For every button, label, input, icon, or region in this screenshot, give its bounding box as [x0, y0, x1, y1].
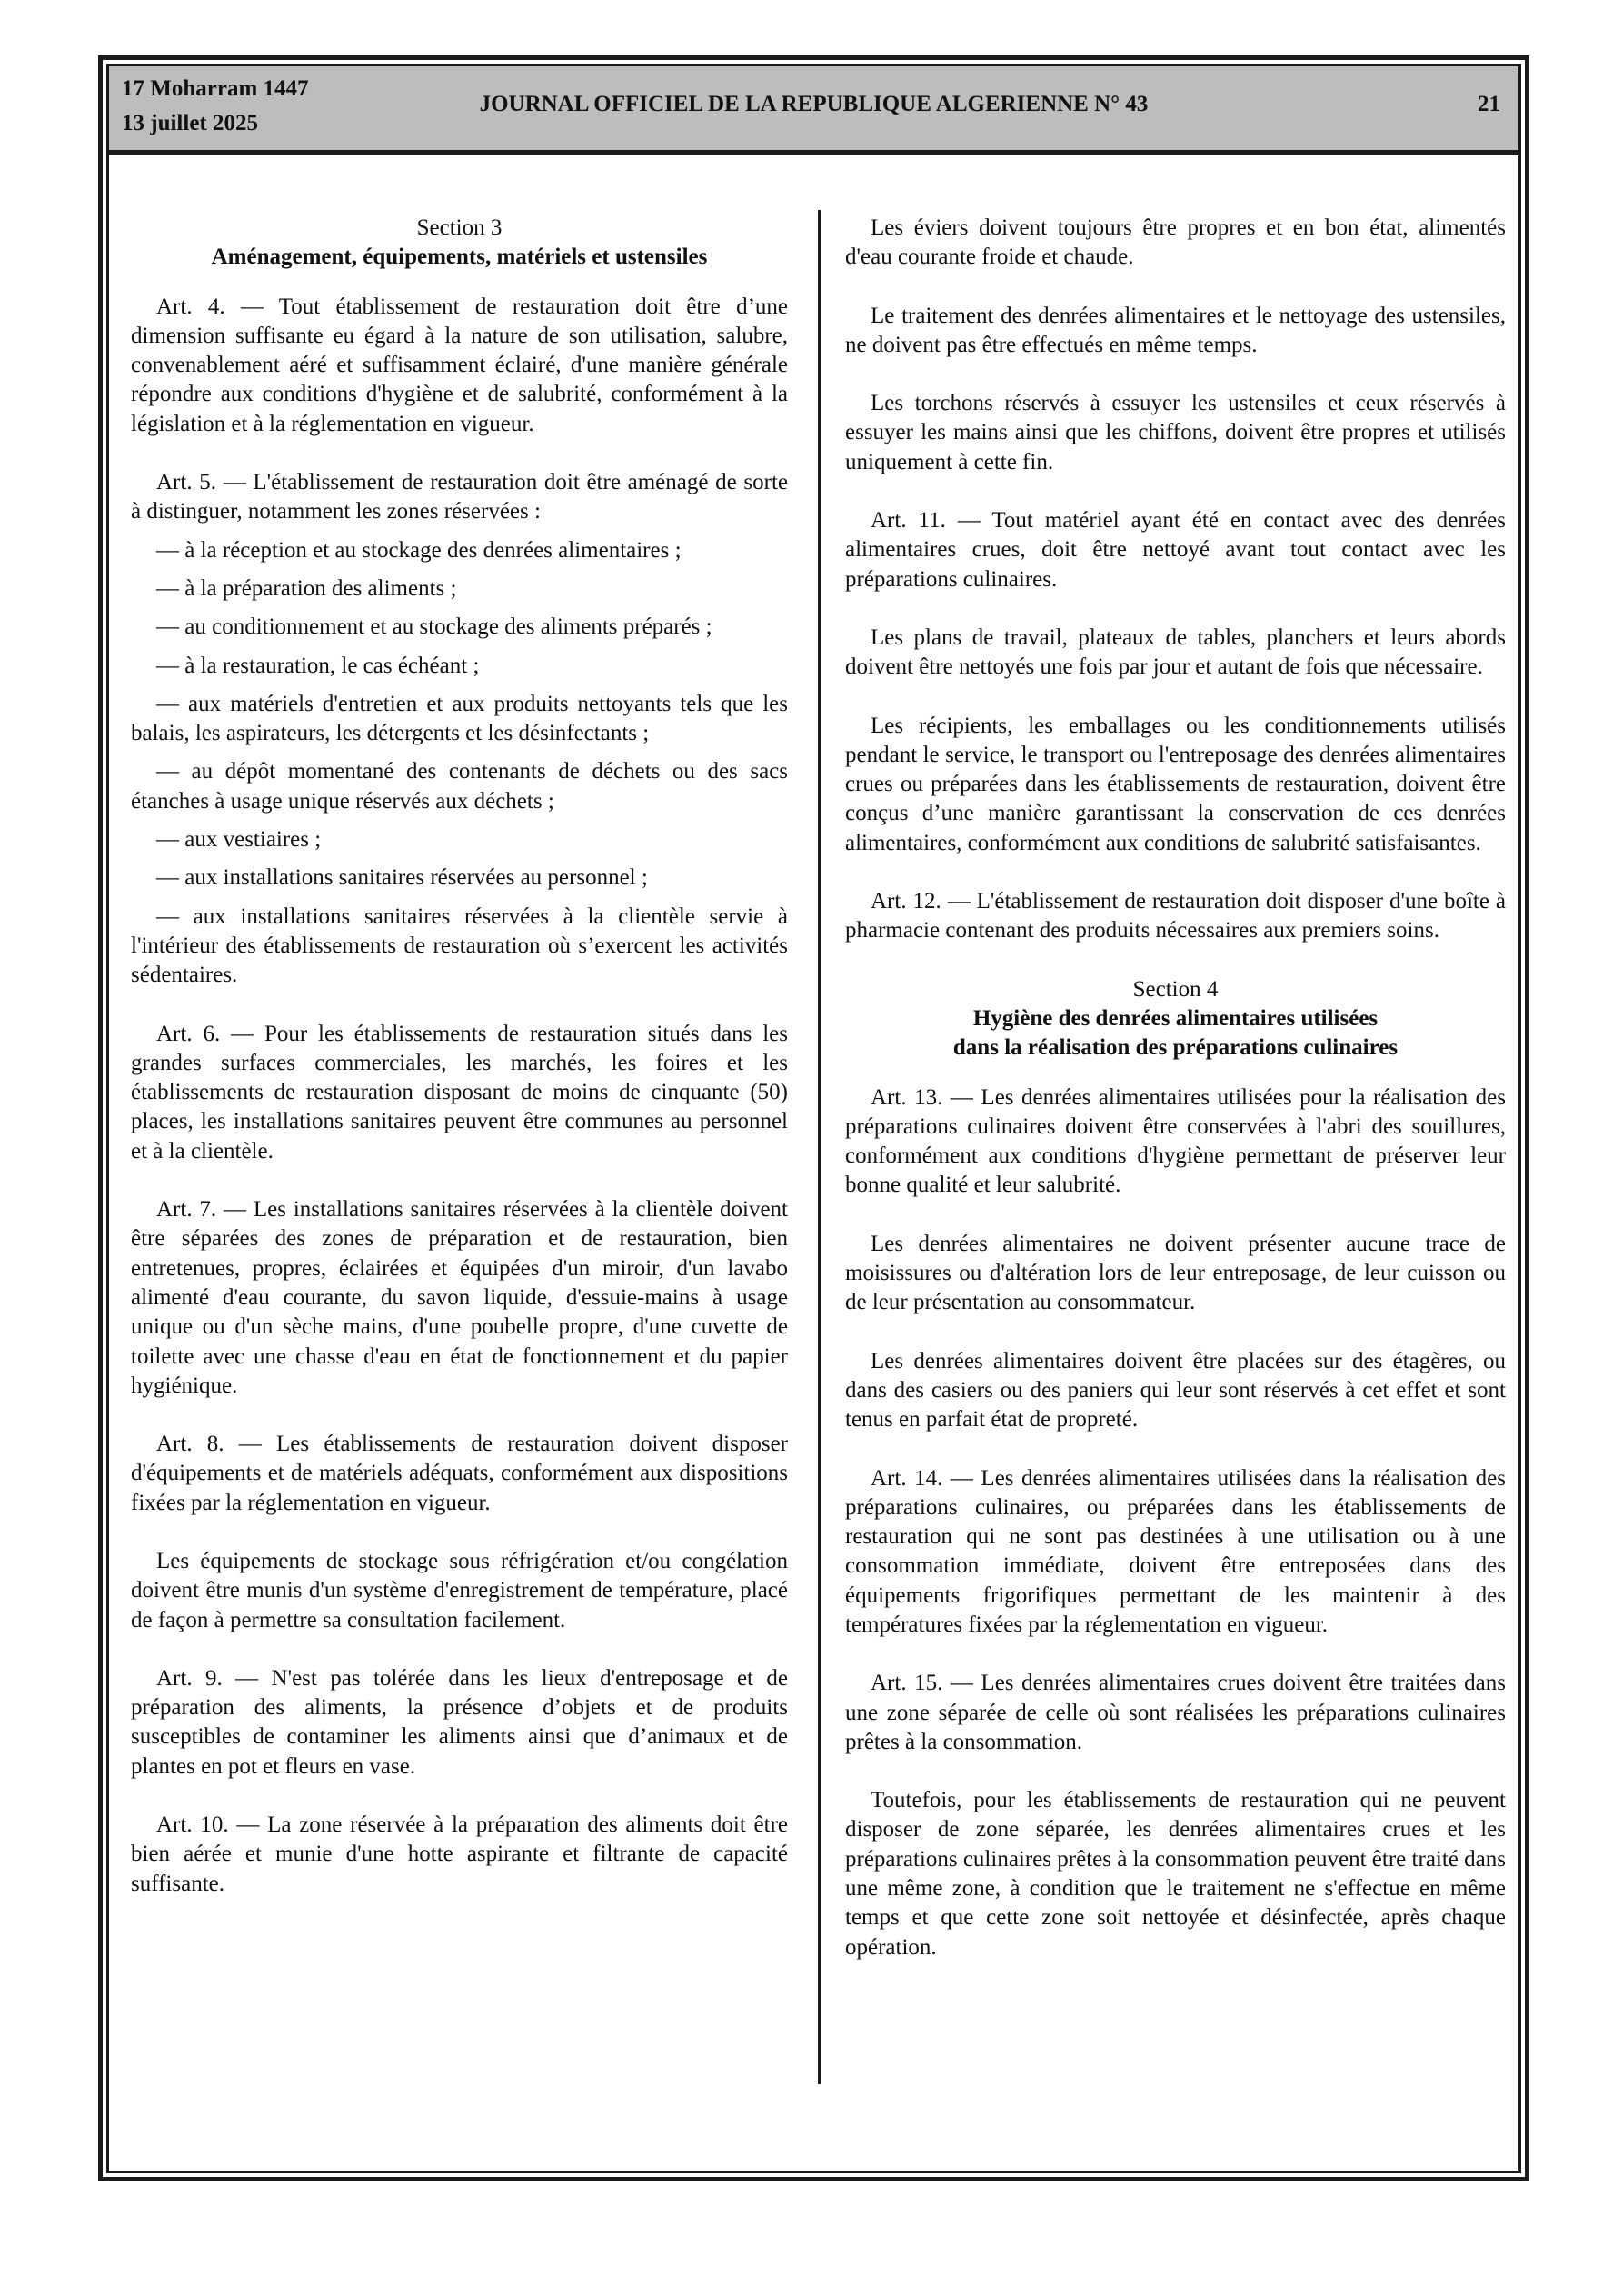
- article-7: Art. 7. — Les installations sanitaires réservées à la clientèle doivent être séparées des zones de préparation et de restauration, bien entretenues, propres, éclairées et équipées d'un miroir, d'un lavabo alimenté d'eau courante, du savon liquide, d'essuie-mains à usage unique ou d'un sèche mains, d'une poubelle propre, d'une cuvette de toilette avec une chasse d'eau en état de fonctionnement et du papier hygiénique.: [131, 1197, 788, 1398]
- paragraph: Les plans de travail, plateaux de tables, planchers et leurs abords doivent être nettoyés une fois par jour et autant de fois que nécessaire.: [845, 624, 1506, 680]
- article-14: Art. 14. — Les denrées alimentaires utilisées dans la réalisation des préparations culinaires, ou préparées dans les établissements de restauration qui ne sont pas destinées à une utilisation ou à une consommation immédiate, doivent être entreposées dans des équipements frigorifiques permettant de les maintenir à des températures fixées par la réglementation en vigueur.: [845, 1465, 1506, 1637]
- paragraph: Le traitement des denrées alimentaires et le nettoyage des ustensiles, ne doivent pas être effectués en même temps.: [845, 303, 1506, 357]
- list-item: — aux installations sanitaires réservées à la clientèle servie à l'intérieur des établissements de restauration où s’exercent les activités sédentaires.: [131, 903, 788, 988]
- paragraph: Les éviers doivent toujours être propres et en bon état, alimentés d'eau courante froide et chaude.: [845, 215, 1506, 270]
- page-inner-frame: [106, 64, 1521, 2173]
- right-column: [845, 214, 1506, 1992]
- list-item: — aux installations sanitaires réservées au personnel ;: [156, 865, 648, 891]
- article-4: Art. 4. — Tout établissement de restauration doit être d’une dimension suffisante eu égard à la nature de son utilisation, salubre, convenablement aéré et suffisamment éclairé, d'une manière générale répondre aux conditions d'hygiène et de salubrité, conformément à la législation et à la réglementation en vigueur.: [131, 294, 788, 436]
- article-15: Art. 15. — Les denrées alimentaires crues doivent être traitées dans une zone séparée de celle où sont réalisées les préparations culinaires prêtes à la consommation.: [845, 1671, 1506, 1754]
- article-9: Art. 9. — N'est pas tolérée dans les lieux d'entreposage et de préparation des aliments, la présence d’objets et de produits susceptibles de contaminer les aliments ainsi que d’animaux et de plantes en pot et fleurs en vase.: [131, 1665, 788, 1779]
- list-item: — au conditionnement et au stockage des aliments préparés ;: [156, 614, 712, 640]
- column-divider: [818, 210, 821, 2084]
- list-item: — à la réception et au stockage des denrées alimentaires ;: [156, 537, 682, 563]
- article-8-paragraph: Les équipements de stockage sous réfrigération et/ou congélation doivent être munis d'un système d'enregistrement de température, placé de façon à permettre sa consultation facilement.: [131, 1548, 788, 1632]
- list-item: — à la préparation des aliments ;: [156, 575, 457, 601]
- page-frame: [98, 55, 1529, 2181]
- article-11: Art. 11. — Tout matériel ayant été en contact avec des denrées alimentaires crues, doit être nettoyé avant tout contact avec les préparations culinaires.: [845, 508, 1506, 592]
- list-item: — à la restauration, le cas échéant ;: [156, 653, 480, 678]
- article-5: Art. 5. — L'établissement de restauration doit être aménagé de sorte à distinguer, notamment les zones réservées :: [131, 470, 788, 524]
- paragraph: Toutefois, pour les établissements de restauration qui ne peuvent disposer de zone séparée, les denrées alimentaires crues et les préparations culinaires prêtes à la consommation peuvent être traité dans une même zone, à condition que le traitement ne s'effectue en même temps et que cette zone soit nettoyée et désinfectée, après chaque opération.: [845, 1788, 1506, 1960]
- page-number: 21: [1478, 92, 1500, 116]
- date-gregorian: 13 juillet 2025: [122, 111, 258, 135]
- paragraph: Les denrées alimentaires doivent être placées sur des étagères, ou dans des casiers ou des paniers qui leur sont réservés à cet effet et sont tenus en parfait état de propreté.: [845, 1348, 1506, 1433]
- article-12: Art. 12. — L'établissement de restauration doit disposer d'une boîte à pharmacie contenant des produits nécessaires aux premiers soins.: [845, 889, 1506, 943]
- list-item: — aux matériels d'entretien et aux produits nettoyants tels que les balais, les aspirateurs, les détergents et les désinfectants ;: [131, 691, 788, 746]
- article-6: Art. 6. — Pour les établissements de restauration situés dans les grandes surfaces commerciales, les marchés, les foires et les établissements de restauration disposant de moins de cinquante (50) places, les installations sanitaires peuvent être communes au personnel et à la clientèle.: [131, 1021, 788, 1163]
- list-item: — au dépôt momentané des contenants de déchets ou des sacs étanches à usage unique réservés aux déchets ;: [131, 759, 788, 814]
- page-header: [109, 66, 1518, 155]
- section-title: Aménagement, équipements, matériels et ustensiles: [211, 245, 708, 270]
- journal-title: JOURNAL OFFICIEL DE LA REPUBLIQUE ALGERIENNE N° 43: [479, 92, 1149, 116]
- paragraph: Les torchons réservés à essuyer les ustensiles et ceux réservés à essuyer les mains ainsi que les chiffons, doivent être propres et utilisés uniquement à cette fin.: [845, 391, 1506, 474]
- section-heading: Section 4: [1132, 976, 1219, 1002]
- section-title-line-1: Hygiène des denrées alimentaires utilisées: [972, 1005, 1379, 1031]
- article-8: Art. 8. — Les établissements de restauration doivent disposer d'équipements et de matériels adéquats, conformément aux dispositions fixées par la réglementation en vigueur.: [131, 1432, 788, 1515]
- article-10: Art. 10. — La zone réservée à la préparation des aliments doit être bien aérée et munie d'une hotte aspirante et filtrante de capacité suffisante.: [131, 1812, 788, 1896]
- list-item: — aux vestiaires ;: [156, 827, 322, 853]
- paragraph: Les récipients, les emballages ou les conditionnements utilisés pendant le service, le transport ou l'entreposage des denrées alimentaires crues ou préparées dans les établissements de restauration, doivent être conçus d’une manière garantissant la conservation de ces denrées alimentaires, conformément aux conditions de salubrité satisfaisantes.: [845, 713, 1506, 855]
- date-hijri: 17 Moharram 1447: [122, 76, 309, 101]
- paragraph: Les denrées alimentaires ne doivent présenter aucune trace de moisissures ou d'altération lors de leur entreposage, de leur cuisson ou de leur présentation au consommateur.: [845, 1231, 1506, 1315]
- section-heading: Section 3: [416, 215, 503, 240]
- section-title-line-2: dans la réalisation des préparations culinaires: [952, 1035, 1399, 1061]
- left-column: [131, 214, 788, 1928]
- article-13: Art. 13. — Les denrées alimentaires utilisées pour la réalisation des préparations culinaires doivent être conservées à l'abri des souillures, conformément aux conditions d'hygiène permettant de préserver leur bonne qualité et leur salubrité.: [845, 1084, 1506, 1198]
